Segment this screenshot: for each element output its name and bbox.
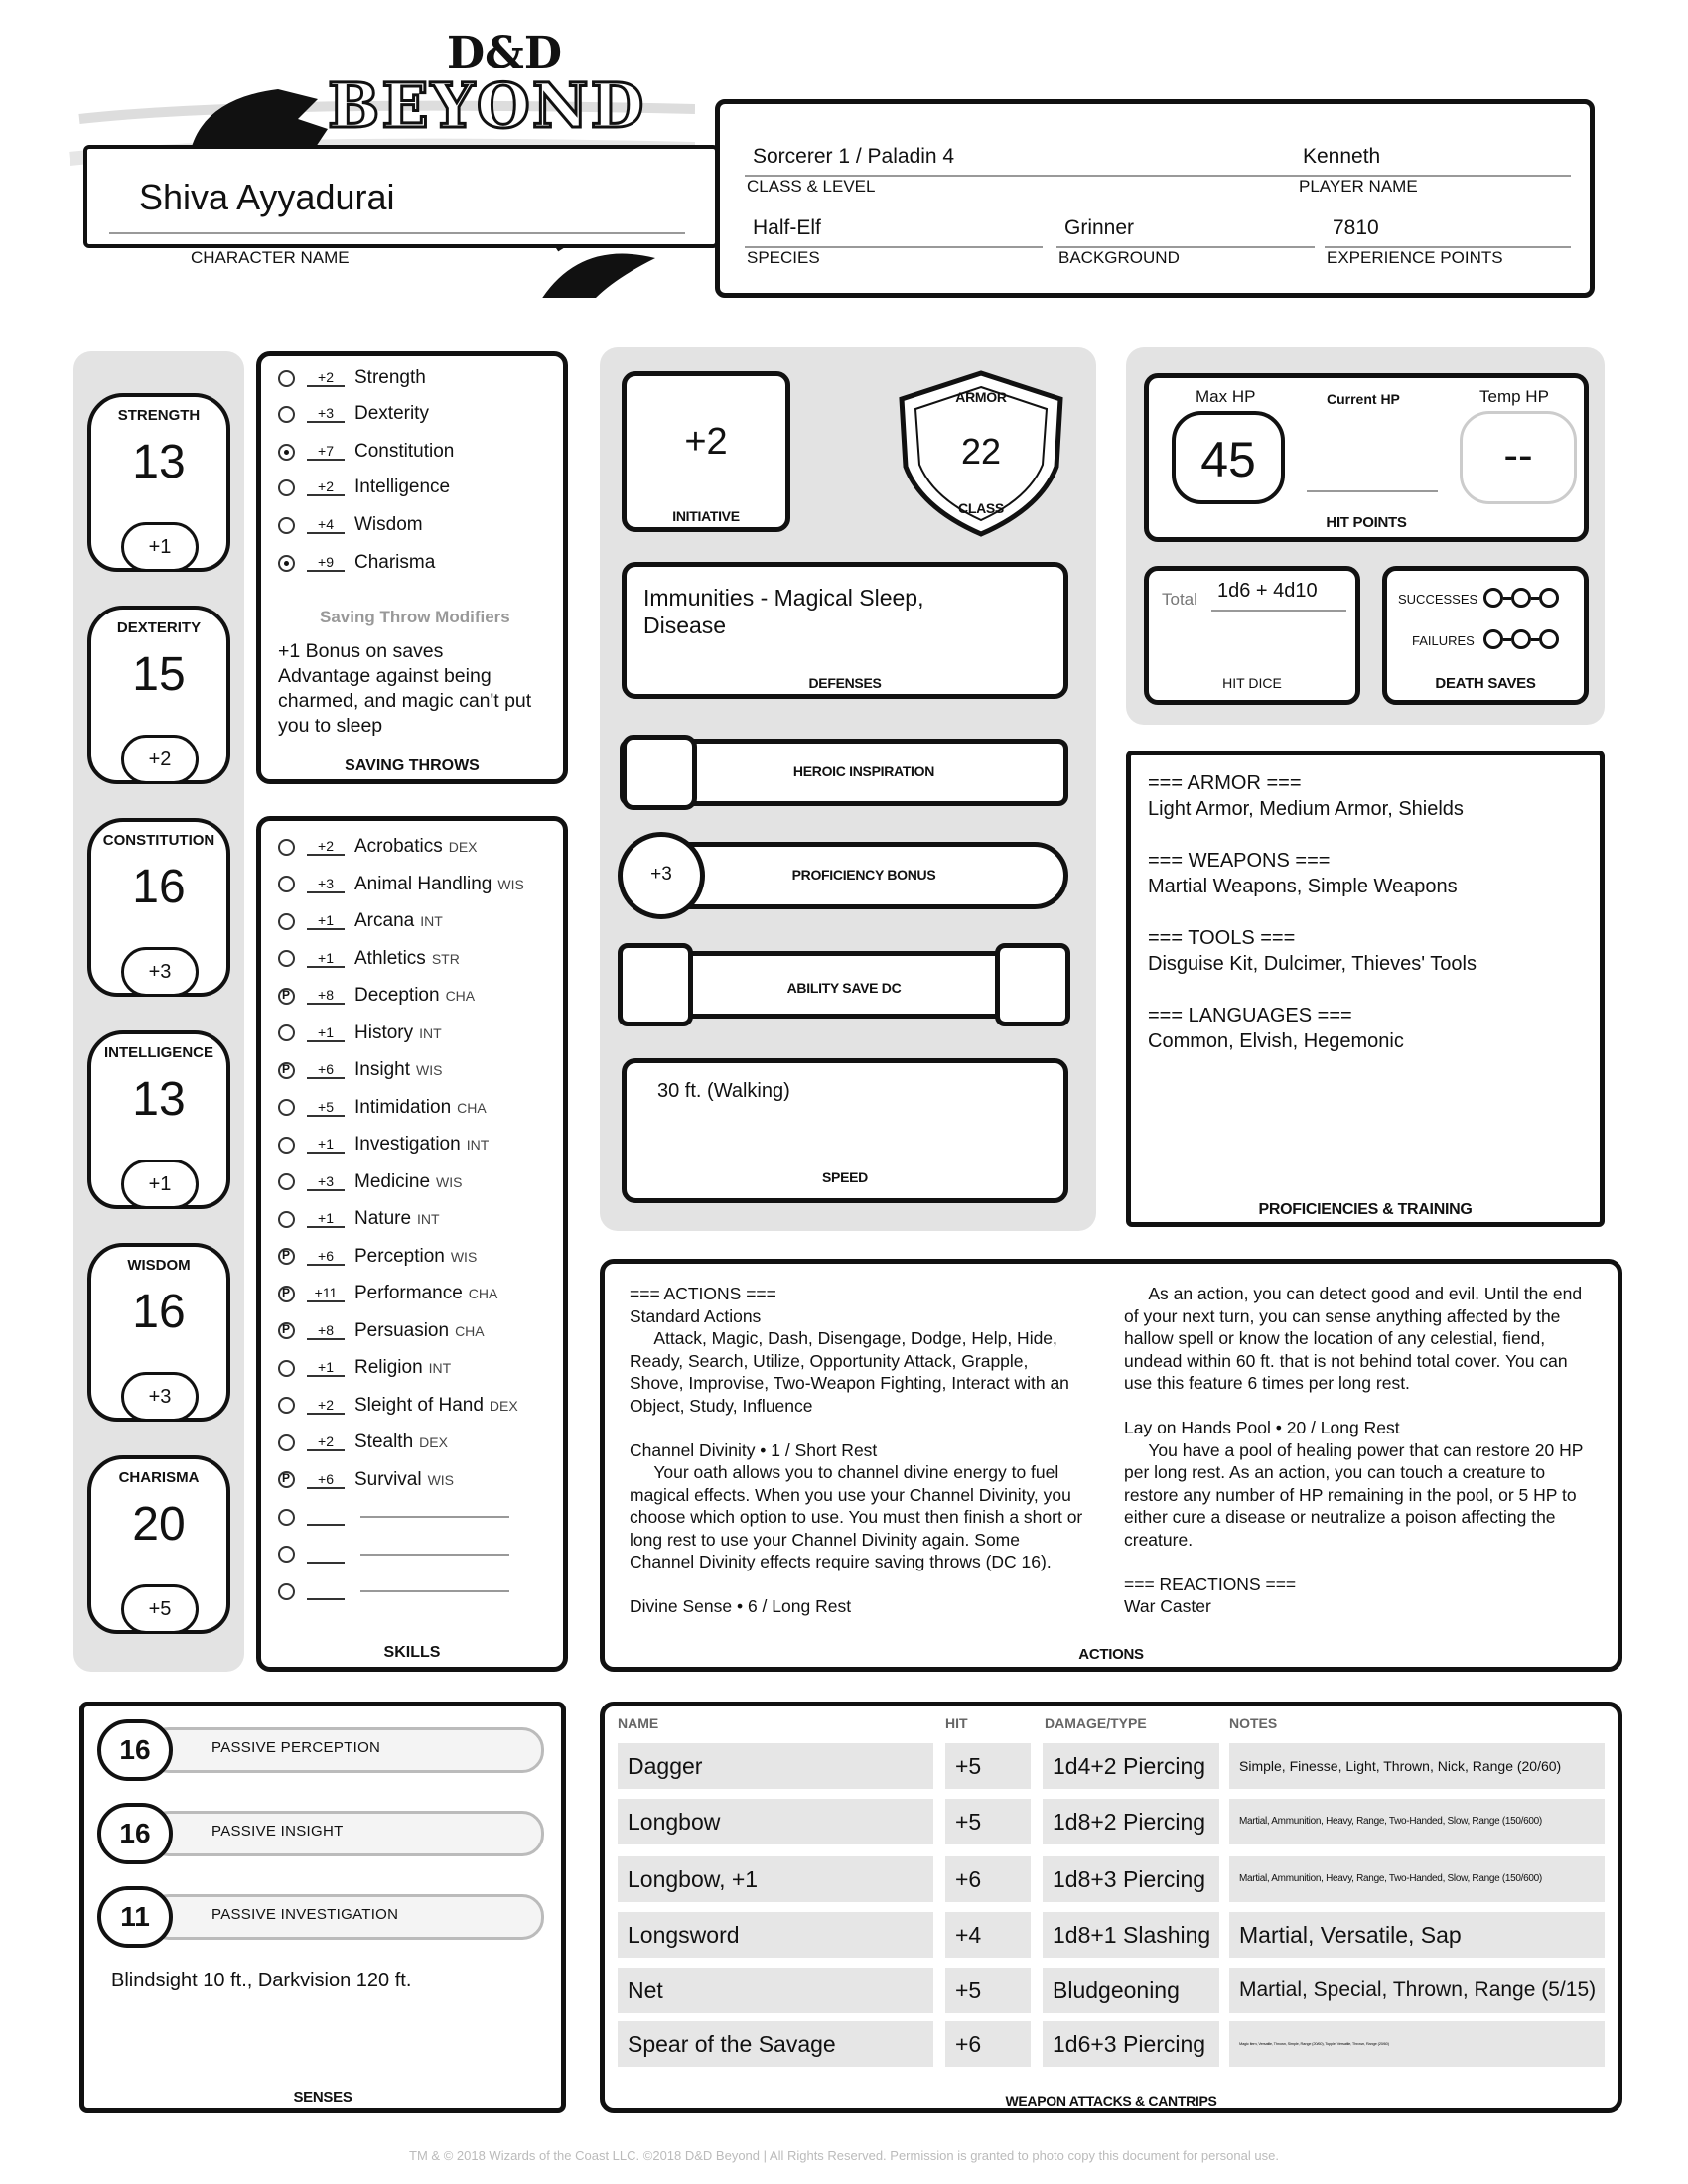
failures-circles: [1483, 629, 1559, 649]
ability-strength[interactable]: [87, 393, 230, 572]
failures-label: FAILURES: [1412, 633, 1475, 648]
skill-row[interactable]: [278, 1093, 487, 1123]
death-save-connector: [1531, 597, 1539, 600]
proficiency-circle-icon[interactable]: [278, 1248, 295, 1265]
skill-ability: WIS: [436, 1173, 463, 1190]
proficiency-circle-icon[interactable]: [278, 1062, 295, 1079]
skill-value: +6: [307, 1248, 345, 1266]
passive-investigation: [97, 1886, 550, 1948]
current-hp-label: Current HP: [1327, 391, 1400, 407]
skill-ability: WIS: [427, 1471, 455, 1488]
weapon-damage: 1d8+3 Piercing: [1043, 1856, 1219, 1902]
ability-modifier: +3: [121, 947, 199, 997]
skill-value: [307, 1508, 345, 1526]
proficiency-circle-icon[interactable]: [278, 1360, 295, 1377]
saving-throw-modifiers-text[interactable]: +1 Bonus on saves Advantage against being charmed, and magic can't put you to sleep: [278, 640, 532, 737]
weapon-damage: 1d6+3 Piercing: [1043, 2021, 1219, 2067]
skill-value: +5: [307, 1099, 345, 1117]
saving-throw-row[interactable]: [278, 363, 432, 393]
footer-copyright: TM & © 2018 Wizards of the Coast LLC. ©2018 D&D Beyond | All Rights Reserved. Permission is granted to photo copy this document for personal use.: [409, 2148, 1279, 2163]
skill-blank-line: [360, 1554, 509, 1556]
armor-class-value: 22: [960, 431, 1002, 472]
ability-name: INTELLIGENCE: [103, 1044, 213, 1061]
defenses-text: Immunities - Magical Sleep, Disease: [643, 585, 924, 638]
senses-label: SENSES: [293, 2089, 352, 2106]
proficiency-circle-icon[interactable]: [278, 1471, 295, 1488]
skill-row[interactable]: [278, 906, 443, 936]
hit-dice-line: [1211, 610, 1346, 612]
proficiency-circle-icon[interactable]: [278, 517, 295, 534]
ability-save-dc-label: ABILITY SAVE DC: [786, 980, 902, 996]
save-name: Dexterity: [354, 403, 429, 424]
save-value: +4: [307, 516, 345, 534]
ability-modifier: +3: [121, 1372, 199, 1422]
ability-wisdom[interactable]: [87, 1243, 230, 1422]
weapon-notes: Martial, Versatile, Sap: [1229, 1912, 1605, 1958]
skill-value: +1: [307, 1024, 345, 1042]
ability-score: 15: [132, 648, 186, 701]
save-dc-right-cap: [995, 943, 1070, 1026]
skill-value: [307, 1582, 345, 1600]
ability-constitution[interactable]: [87, 818, 230, 997]
skill-row[interactable]: [278, 1019, 442, 1048]
skill-row[interactable]: [278, 832, 478, 862]
weapon-hit: +5: [945, 1743, 1031, 1789]
proficiency-circle-icon[interactable]: [278, 370, 295, 387]
passive-bar: [147, 1811, 544, 1856]
weapon-hit: +5: [945, 1799, 1031, 1844]
proficiencies-text: === ARMOR === Light Armor, Medium Armor, Shields === WEAPONS === Martial Weapons, Simple Weapons === TOOLS === Disguise Kit, Dulcimer, Thieves' Tools === LANGUAGES === Common, Elvish, Hegemonic: [1148, 772, 1477, 1052]
ability-score: 13: [132, 436, 186, 488]
ability-modifier: +2: [121, 735, 199, 784]
inspiration-box[interactable]: [622, 735, 697, 810]
hit-dice-total-value: 1d6 + 4d10: [1217, 580, 1318, 602]
skill-ability: INT: [417, 1211, 440, 1227]
senses-text[interactable]: Blindsight 10 ft., Darkvision 120 ft.: [111, 1970, 412, 1991]
skill-name: Nature: [354, 1208, 412, 1229]
heroic-inspiration-label: HEROIC INSPIRATION: [792, 763, 935, 779]
proficiency-circle-icon[interactable]: [278, 913, 295, 930]
skill-name: Insight: [354, 1059, 410, 1080]
ability-modifier: +5: [121, 1584, 199, 1634]
proficiency-bonus-value: +3: [650, 864, 672, 885]
speed-label: SPEED: [822, 1169, 868, 1185]
ability-modifier: +1: [121, 522, 199, 572]
class-level-label: CLASS & LEVEL: [747, 177, 876, 196]
ability-name: CHARISMA: [118, 1469, 200, 1486]
character-info-box: [715, 99, 1595, 298]
passive-label: PASSIVE PERCEPTION: [211, 1739, 381, 1756]
weapon-notes: Magic Item, Versatile, Thrown, Simple, Range (20/60), Topple, Versatile, Thrown, Range (20/60): [1229, 2021, 1605, 2067]
skill-row[interactable]: [278, 1130, 489, 1160]
skill-name: Religion: [354, 1357, 423, 1378]
max-hp-label: Max HP: [1196, 387, 1256, 406]
weapon-hit: +5: [945, 1968, 1031, 2013]
proficiency-circle-icon[interactable]: [278, 876, 295, 892]
death-save-circle-icon[interactable]: [1539, 629, 1559, 649]
character-name-underline: [109, 232, 685, 234]
death-save-circle-icon[interactable]: [1511, 629, 1531, 649]
initiative-value: +2: [684, 421, 728, 463]
skill-blank-line: [360, 1516, 509, 1518]
passive-label: PASSIVE INSIGHT: [211, 1823, 344, 1840]
skill-ability: INT: [420, 913, 443, 929]
species-value[interactable]: Half-Elf: [753, 216, 821, 239]
death-save-circle-icon[interactable]: [1539, 588, 1559, 608]
xp-label: EXPERIENCE POINTS: [1327, 248, 1503, 267]
logo-beyond: BEYOND: [328, 69, 646, 142]
skill-row[interactable]: [278, 1465, 454, 1495]
saving-throw-modifiers-label: Saving Throw Modifiers: [320, 608, 510, 626]
proficiency-circle-icon[interactable]: [278, 444, 295, 461]
proficiency-circle-icon[interactable]: [278, 1137, 295, 1154]
weapon-name: Dagger: [618, 1743, 933, 1789]
ability-name: CONSTITUTION: [102, 832, 215, 849]
skill-name: Deception: [354, 985, 440, 1006]
skill-row[interactable]: [278, 1316, 485, 1346]
skill-value: +1: [307, 950, 345, 968]
actions-column-right: As an action, you can detect good and evil. Until the end of your next turn, you can sense anything affected by the hallow spell or know the location of any celestial, fiend, undead within 60 ft. that is not behind total cover. You can use this feature 6 times per long rest. Lay on Hands Pool • 20 / Long Rest You have a pool of healing power that can restore 20 HP per long rest. As an action, you can touch a creature to restore any number of HP remaining in the pool, or 5 HP to either cure a disease or neutralize a poison affecting the creature. === REACTIONS === War Caster: [1124, 1284, 1584, 1616]
proficiency-circle-icon[interactable]: [278, 1024, 295, 1041]
ability-score: 16: [132, 861, 186, 913]
save-name: Intelligence: [354, 477, 451, 497]
proficiency-circle-icon[interactable]: [278, 1211, 295, 1228]
hit-dice-label: HIT DICE: [1222, 675, 1282, 691]
ability-score: 13: [132, 1073, 186, 1126]
successes-label: SUCCESSES: [1398, 592, 1478, 607]
proficiency-bonus-label: PROFICIENCY BONUS: [791, 867, 936, 883]
skill-value: +1: [307, 1210, 345, 1228]
skill-row[interactable]: [278, 1353, 451, 1383]
ability-score: 20: [132, 1498, 186, 1551]
armor-label: ARMOR: [955, 389, 1007, 405]
skill-ability: CHA: [445, 988, 476, 1004]
skill-ability: INT: [466, 1137, 490, 1153]
skill-value: +8: [307, 1322, 345, 1340]
passive-value: 16: [97, 1719, 173, 1781]
speed-text: 30 ft. (Walking): [657, 1080, 790, 1102]
save-value: +2: [307, 369, 345, 387]
skill-value: +1: [307, 1359, 345, 1377]
weapons-header-damage: DAMAGE/TYPE: [1045, 1715, 1147, 1731]
saving-throw-row[interactable]: [278, 548, 441, 578]
skill-ability: DEX: [419, 1434, 448, 1450]
passive-insight: [97, 1803, 550, 1864]
class-label: CLASS: [958, 500, 1004, 516]
skill-ability: INT: [428, 1360, 452, 1376]
skill-row-blank[interactable]: [278, 1540, 509, 1570]
skill-name: Sleight of Hand: [354, 1394, 484, 1416]
skill-row[interactable]: [278, 1279, 497, 1308]
skill-value: +3: [307, 1173, 345, 1191]
ability-name: STRENGTH: [117, 407, 201, 424]
save-name: Wisdom: [354, 514, 423, 535]
save-value: +7: [307, 443, 345, 461]
skill-row[interactable]: [278, 1391, 518, 1421]
ability-charisma[interactable]: [87, 1455, 230, 1634]
skill-value: +6: [307, 1471, 345, 1489]
skill-row[interactable]: [278, 1428, 448, 1457]
saving-throw-row[interactable]: [278, 437, 460, 467]
death-save-circle-icon[interactable]: [1483, 629, 1503, 649]
proficiencies-label: PROFICIENCIES & TRAINING: [1258, 1201, 1473, 1218]
skill-value: +2: [307, 838, 345, 856]
current-hp-line[interactable]: [1307, 490, 1438, 492]
skill-value: +1: [307, 912, 345, 930]
skill-ability: DEX: [489, 1397, 518, 1414]
ability-intelligence[interactable]: [87, 1030, 230, 1209]
proficiency-circle-icon[interactable]: [278, 1286, 295, 1302]
skill-name: Animal Handling: [354, 873, 492, 894]
skill-value: +6: [307, 1061, 345, 1079]
passive-label: PASSIVE INVESTIGATION: [211, 1906, 399, 1923]
weapon-hit: +6: [945, 1856, 1031, 1902]
saving-throw-row[interactable]: [278, 510, 429, 540]
save-name: Constitution: [354, 441, 455, 462]
ability-modifier: +1: [121, 1160, 199, 1209]
skill-blank-line: [360, 1590, 509, 1592]
proficiency-circle-icon[interactable]: [278, 1434, 295, 1451]
weapon-name: Spear of the Savage: [618, 2021, 933, 2067]
hit-dice-total-label: Total: [1162, 590, 1197, 609]
class-level-value[interactable]: Sorcerer 1 / Paladin 4: [753, 145, 955, 168]
proficiency-circle-icon[interactable]: [278, 1173, 295, 1190]
proficiency-circle-icon[interactable]: [278, 1099, 295, 1116]
hit-points-label: HIT POINTS: [1326, 514, 1407, 531]
skills-title: SKILLS: [383, 1644, 441, 1661]
weapon-name: Longsword: [618, 1912, 933, 1958]
player-name-label: PLAYER NAME: [1299, 177, 1418, 196]
skill-ability: CHA: [457, 1099, 487, 1116]
weapons-label: WEAPON ATTACKS & CANTRIPS: [1005, 2093, 1217, 2109]
skill-ability: DEX: [448, 839, 478, 855]
weapon-damage: 1d8+2 Piercing: [1043, 1799, 1219, 1844]
weapon-damage: 1d4+2 Piercing: [1043, 1743, 1219, 1789]
skill-name: Persuasion: [354, 1319, 450, 1341]
proficiency-circle-icon[interactable]: [278, 839, 295, 856]
skill-name: Medicine: [354, 1170, 431, 1192]
skill-row[interactable]: [278, 1242, 477, 1272]
weapons-header-notes: NOTES: [1229, 1715, 1278, 1731]
skill-name: History: [354, 1022, 414, 1043]
skill-name: Arcana: [354, 910, 415, 931]
species-label: SPECIES: [747, 248, 820, 267]
weapon-notes: Simple, Finesse, Light, Thrown, Nick, Range (20/60): [1229, 1743, 1605, 1789]
skill-value: +1: [307, 1136, 345, 1154]
skill-row[interactable]: [278, 944, 460, 974]
save-value: +2: [307, 478, 345, 496]
skill-name: Survival: [354, 1468, 422, 1490]
skill-row[interactable]: [278, 1055, 442, 1085]
skill-value: +8: [307, 987, 345, 1005]
skill-name: Stealth: [354, 1432, 414, 1452]
skill-ability: CHA: [455, 1322, 485, 1339]
skill-value: +2: [307, 1433, 345, 1451]
skill-row[interactable]: [278, 1204, 440, 1234]
weapons-header-hit: HIT: [945, 1715, 968, 1731]
skill-ability: INT: [419, 1024, 442, 1041]
weapons-header-name: NAME: [618, 1715, 659, 1731]
proficiency-circle-icon[interactable]: [278, 988, 295, 1005]
defenses-label: DEFENSES: [808, 675, 882, 691]
proficiency-circle-icon[interactable]: [278, 1322, 295, 1339]
skill-name: Intimidation: [354, 1096, 452, 1118]
skill-row[interactable]: [278, 981, 475, 1011]
xp-value[interactable]: 7810: [1333, 216, 1379, 239]
weapon-notes: Martial, Ammunition, Heavy, Range, Two-Handed, Slow, Range (150/600): [1229, 1856, 1605, 1902]
ability-name: WISDOM: [127, 1257, 191, 1274]
death-save-connector: [1503, 597, 1511, 600]
death-save-connector: [1531, 638, 1539, 641]
logo-dnd: D&D: [447, 28, 563, 78]
ability-dexterity[interactable]: [87, 606, 230, 784]
background-label: BACKGROUND: [1058, 248, 1180, 267]
proficiency-circle-icon[interactable]: [278, 406, 295, 423]
proficiency-circle-icon[interactable]: [278, 950, 295, 967]
ability-name: DEXTERITY: [116, 619, 202, 636]
temp-hp-value: --: [1503, 431, 1533, 479]
weapon-notes: Martial, Special, Thrown, Range (5/15): [1229, 1968, 1605, 2013]
save-dc-left-cap: [618, 943, 693, 1026]
passive-value: 11: [97, 1886, 173, 1948]
skill-row-blank[interactable]: [278, 1576, 509, 1606]
temp-hp-label: Temp HP: [1479, 387, 1549, 406]
saving-throws-title: SAVING THROWS: [345, 757, 480, 774]
passive-perception: [97, 1719, 550, 1781]
weapon-hit: +4: [945, 1912, 1031, 1958]
initiative-label: INITIATIVE: [672, 508, 740, 524]
weapon-name: Net: [618, 1968, 933, 2013]
weapon-name: Longbow, +1: [618, 1856, 933, 1902]
skill-row[interactable]: [278, 870, 524, 899]
max-hp-value: 45: [1200, 432, 1256, 487]
character-name-label: CHARACTER NAME: [191, 248, 350, 267]
ability-score: 16: [132, 1286, 186, 1338]
skill-row-blank[interactable]: [278, 1502, 509, 1532]
passive-value: 16: [97, 1803, 173, 1864]
successes-circles: [1483, 588, 1559, 608]
player-name-value[interactable]: Kenneth: [1303, 145, 1381, 168]
actions-column-left: === ACTIONS === Standard Actions Attack, Magic, Dash, Disengage, Dodge, Help, Hide, Ready, Search, Utilize, Opportunity Attack, Grapple, Shove, Improvise, Two-Weapon Fighting, Interact with an Object, Study, Influence Channel Divinity • 1 / Short Rest Your oath allows you to channel divine energy to fuel magical effects. When you use your Channel Divinity, you choose which option to use. You must then finish a short or long rest to use your Channel Divinity again. Some Channel Divinity effects require saving throws (DC 16). Divine Sense • 6 / Long Rest: [630, 1284, 1083, 1616]
death-save-connector: [1503, 638, 1511, 641]
weapon-damage: 1d8+1 Slashing: [1043, 1912, 1219, 1958]
proficiency-circle-icon[interactable]: [278, 1509, 295, 1526]
skill-name: Performance: [354, 1283, 463, 1303]
skill-value: +11: [307, 1285, 345, 1302]
skill-name: Investigation: [354, 1134, 461, 1155]
save-value: +9: [307, 554, 345, 572]
proficiency-circle-icon[interactable]: [278, 1583, 295, 1600]
weapon-notes: Martial, Ammunition, Heavy, Range, Two-Handed, Slow, Range (150/600): [1229, 1799, 1605, 1844]
skill-ability: WIS: [415, 1062, 443, 1078]
skill-value: [307, 1546, 345, 1564]
skill-row[interactable]: [278, 1167, 463, 1197]
weapon-hit: +6: [945, 2021, 1031, 2067]
skill-name: Perception: [354, 1245, 445, 1267]
proficiency-circle-icon[interactable]: [278, 1397, 295, 1414]
character-name-value[interactable]: Shiva Ayyadurai: [139, 177, 395, 217]
death-saves-label: DEATH SAVES: [1435, 675, 1536, 692]
skill-value: +3: [307, 876, 345, 893]
save-name: Strength: [354, 367, 426, 388]
skill-ability: STR: [431, 950, 460, 967]
skill-ability: WIS: [450, 1248, 478, 1265]
proficiency-circle-icon[interactable]: [278, 1546, 295, 1563]
death-save-circle-icon[interactable]: [1483, 588, 1503, 608]
proficiency-circle-icon[interactable]: [278, 479, 295, 496]
skill-name: Acrobatics: [354, 836, 443, 857]
save-name: Charisma: [354, 552, 436, 573]
skill-name: Athletics: [354, 947, 426, 969]
death-save-circle-icon[interactable]: [1511, 588, 1531, 608]
actions-label: ACTIONS: [1078, 1646, 1144, 1663]
weapon-damage: Bludgeoning: [1043, 1968, 1219, 2013]
background-value[interactable]: Grinner: [1064, 216, 1135, 239]
skill-ability: WIS: [497, 876, 524, 892]
saving-throw-row[interactable]: [278, 399, 435, 429]
save-value: +3: [307, 405, 345, 423]
skill-value: +2: [307, 1397, 345, 1415]
saving-throw-row[interactable]: [278, 473, 456, 502]
weapon-name: Longbow: [618, 1799, 933, 1844]
skill-ability: CHA: [468, 1286, 498, 1301]
proficiency-circle-icon[interactable]: [278, 555, 295, 572]
